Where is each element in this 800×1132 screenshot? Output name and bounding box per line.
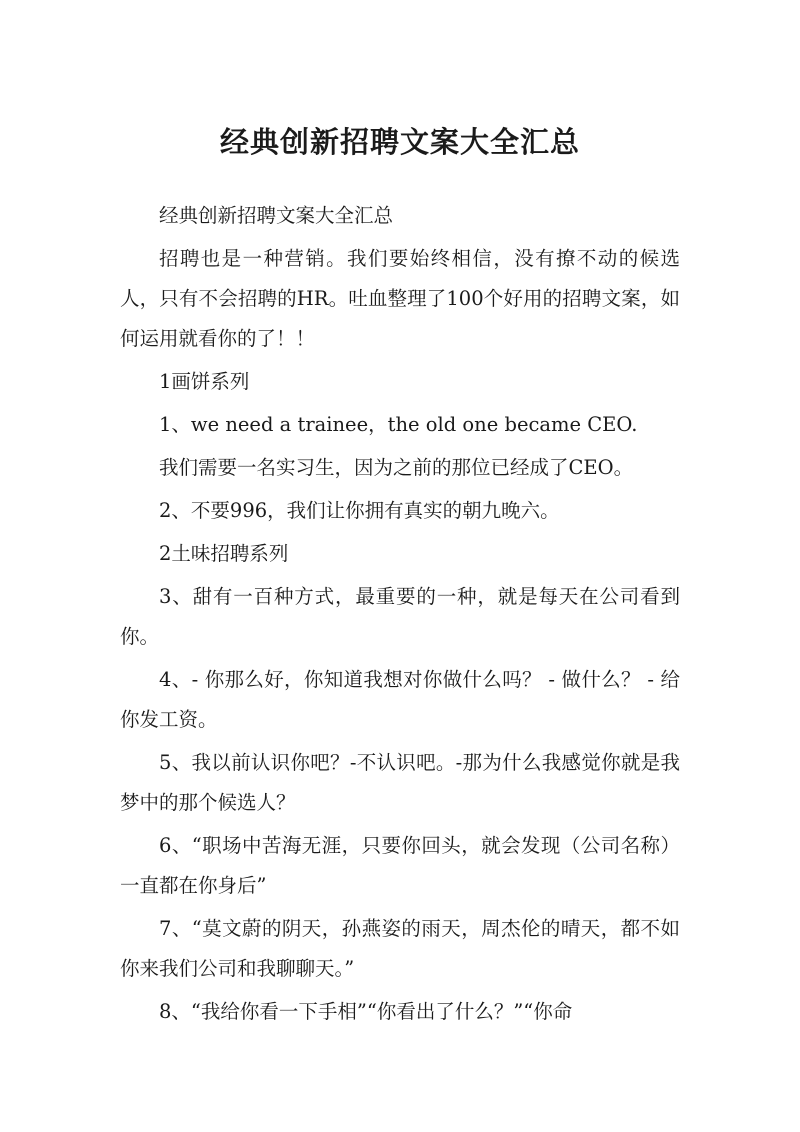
paragraph-item-7: 7、“莫文蔚的阴天，孙燕姿的雨天，周杰伦的晴天，都不如你来我们公司和我聊聊天。” [120,917,680,980]
section-heading-2: 2土味招聘系列 [159,542,289,565]
paragraph-intro: 招聘也是一种营销。我们要始终相信，没有撩不动的候选人，只有不会招聘的HR。吐血整理了100个好用的招聘文案，如何运用就看你的了！！ [120,247,680,350]
paragraph-item-2: 2、不要996，我们让你拥有真实的朝九晚六。 [159,499,560,522]
document-title: 经典创新招聘文案大全汇总 [219,125,580,159]
paragraph-item-5: 5、我以前认识你吧？-不认识吧。-那为什么我感觉你就是我梦中的那个候选人？ [120,751,680,814]
paragraph-item-6: 6、“职场中苦海无涯，只要你回头，就会发现（公司名称）一直都在你身后” [120,834,680,897]
paragraph-item-3: 3、甜有一百种方式，最重要的一种，就是每天在公司看到你。 [120,585,680,648]
paragraph-item-1-translation: 我们需要一名实习生，因为之前的那位已经成了CEO。 [159,456,634,479]
document-body [120,196,680,1035]
paragraph-item-8: 8、“我给你看一下手相”“你看出了什么？”“你命 [159,1000,573,1023]
section-heading-1: 1画饼系列 [159,370,250,393]
paragraph-item-4: 4、- 你那么好，你知道我想对你做什么吗？ - 做什么？ - 给你发工资。 [120,668,680,731]
paragraph-item-1: 1、we need a trainee，the old one became CEO. [159,413,638,436]
paragraph-subtitle: 经典创新招聘文案大全汇总 [159,204,394,227]
